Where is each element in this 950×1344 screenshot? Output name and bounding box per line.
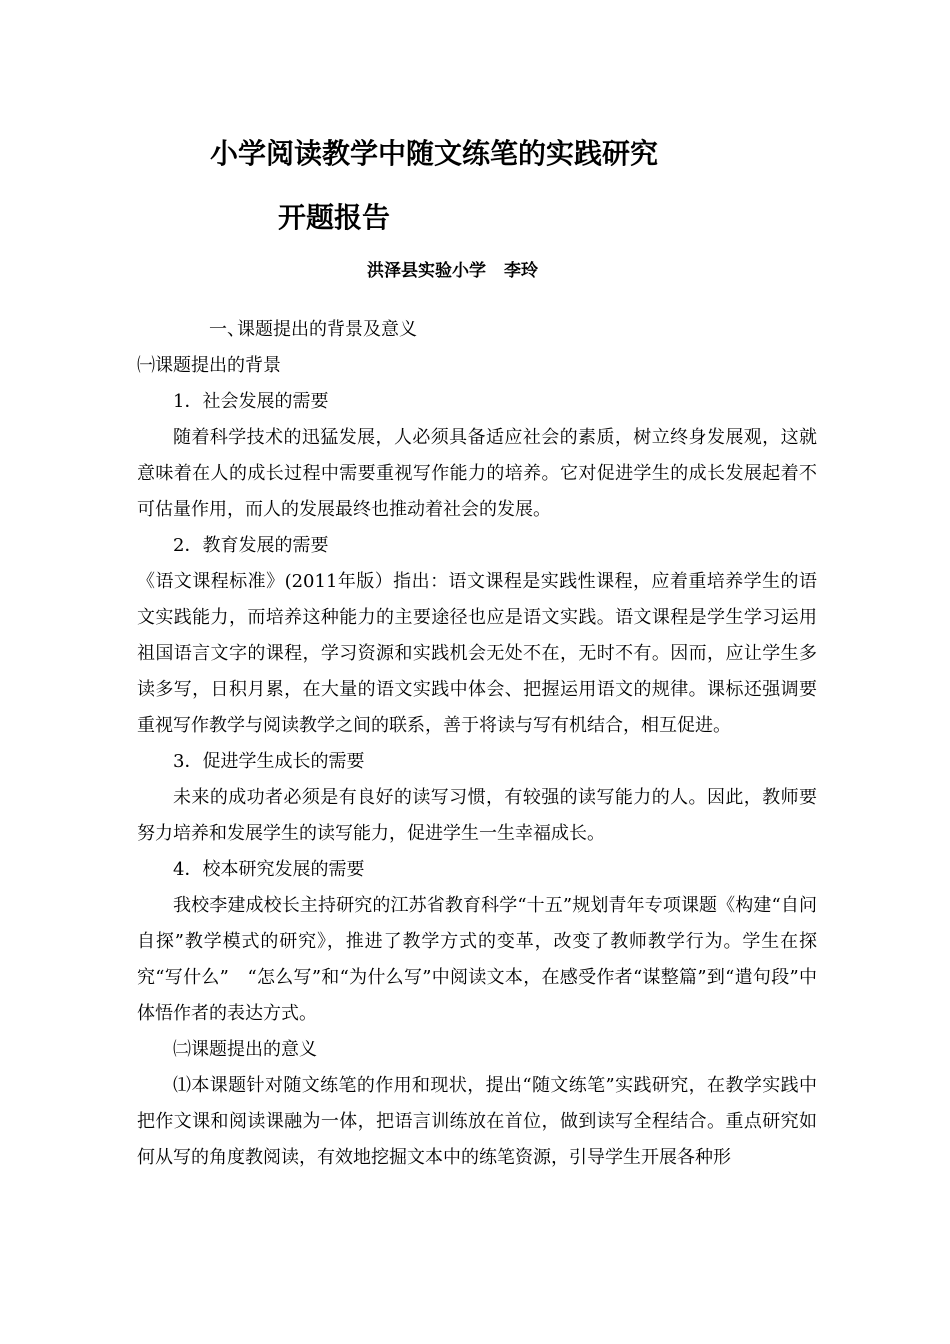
paragraph-significance-1: ⑴本课题针对随文练笔的作用和现状，提出“随文练笔”实践研究，在教学实践中把作文课和阅读课融为一体，把语言训练放在首位，做到读写全程结合。重点研究如何从写的角度教阅读，有效地挖掘文本中的练笔资源，引导学生开展各种形 [137, 1075, 817, 1168]
paragraph-social: 随着科学技术的迅猛发展，人必须具备适应社会的素质，树立终身发展观，这就意味着在人的成长过程中需要重视写作能力的培养。它对促进学生的成长发展起着不可估量作用，而人的发展最终也推动着社会的发展。 [137, 427, 817, 520]
item-heading-social: 1．社会发展的需要 [173, 391, 329, 412]
paragraph-education: 《语文课程标准》(2011年版）指出：语文课程是实践性课程，应着重培养学生的语文实践能力，而培养这种能力的主要途径也应是语文实践。语文课程是学生学习运用祖国语言文字的课程，学习资源和实践机会无处不在，无时不有。因而，应让学生多读多写，日积月累，在大量的语文实践中体会、把握运用语文的规律。课标还强调要重视写作教学与阅读教学之间的联系，善于将读与写有机结合，相互促进。 [137, 571, 817, 736]
section-heading [137, 312, 817, 348]
document-title: 小学阅读教学中随文练笔的实践研究 [210, 137, 659, 170]
author-name: 李玲 [504, 261, 538, 281]
document-body [137, 312, 817, 1176]
item-heading-school-research: 4．校本研究发展的需要 [173, 859, 365, 880]
author-line [367, 256, 538, 281]
item-heading-student-growth: 3．促进学生成长的需要 [173, 751, 365, 772]
item-heading-education: 2．教育发展的需要 [173, 535, 329, 556]
section-number: 一、 [209, 319, 245, 340]
document-subtitle: 开题报告 [278, 201, 391, 234]
subsection-heading-background: ㈠课题提出的背景 [137, 355, 281, 376]
paragraph-school-research: 我校李建成校长主持研究的江苏省教育科学“十五”规划青年专项课题《构建“自问自探”教学模式的研究》，推进了教学方式的变革，改变了教师教学行为。学生在探究“写什么” “怎么写”和“为什么写”中阅读文本，在感受作者“谋整篇”到“遣句段”中体悟作者的表达方式。 [137, 895, 817, 1024]
author-school: 洪泽县实验小学 [367, 261, 486, 281]
paragraph-student-growth: 未来的成功者必须是有良好的读写习惯，有较强的读写能力的人。因此，教师要努力培养和发展学生的读写能力，促进学生一生幸福成长。 [137, 787, 817, 844]
section-title: 课题提出的背景及意义 [237, 319, 417, 340]
subsection-heading-significance: ㈡课题提出的意义 [173, 1039, 317, 1060]
